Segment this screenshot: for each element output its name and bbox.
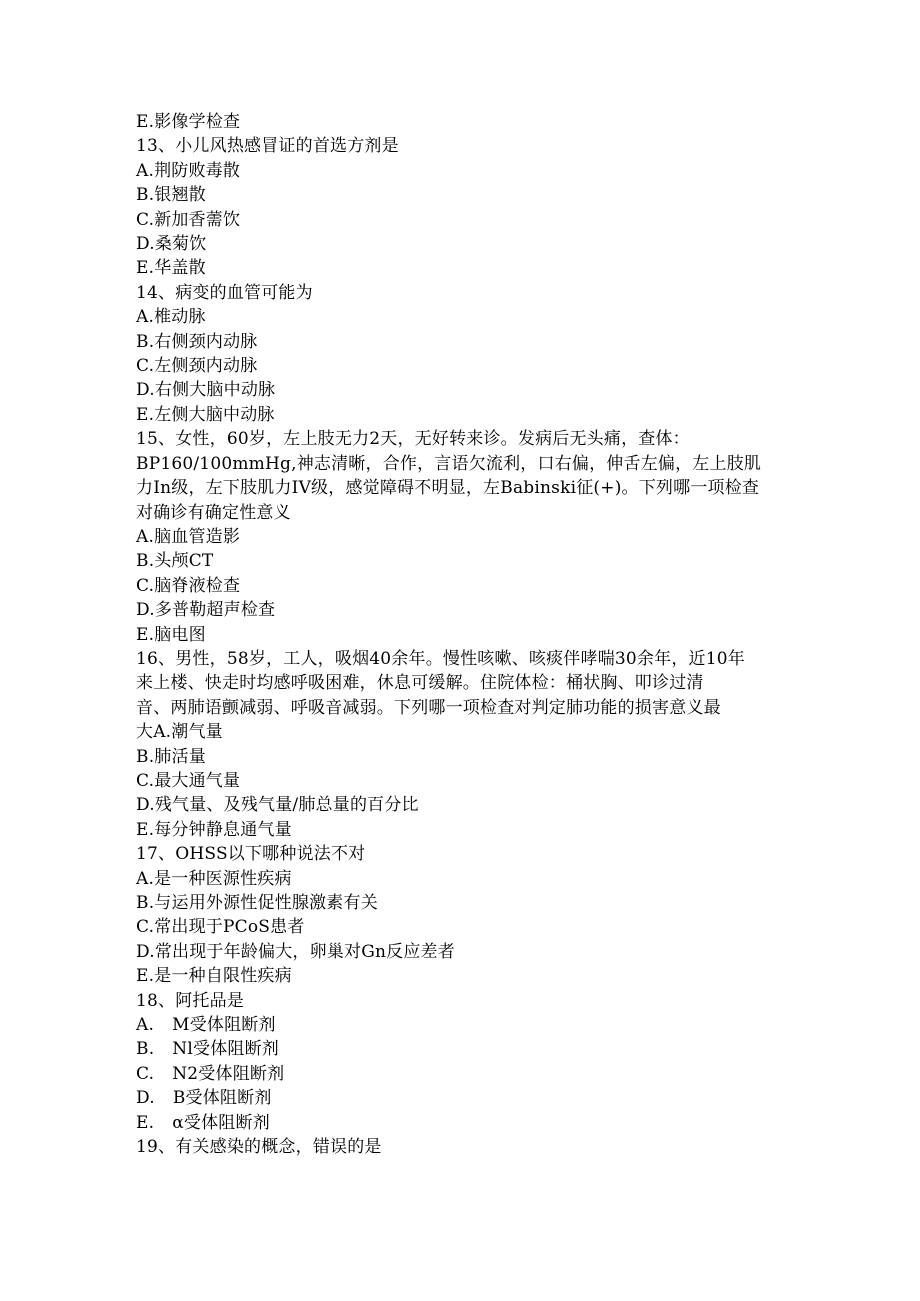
option-line: C.最大通气量 bbox=[136, 770, 241, 791]
option-text: N2受体阻断剂 bbox=[172, 1063, 285, 1084]
option-line: B.右侧颈内动脉 bbox=[136, 331, 258, 352]
option-line: B.头颅CT bbox=[136, 551, 214, 572]
question-18: 18、阿托品是 bbox=[136, 990, 245, 1011]
question-13: 13、小儿风热感冒证的首选方剂是 bbox=[136, 136, 399, 157]
option-line: C.脑脊液检查 bbox=[136, 575, 241, 596]
option-text: Nl受体阻断剂 bbox=[172, 1039, 280, 1060]
option-line bbox=[136, 1062, 796, 1086]
option-text: B受体阻断剂 bbox=[172, 1088, 272, 1109]
option-line: E.左侧大脑中动脉 bbox=[136, 404, 275, 425]
option-line: E.华盖散 bbox=[136, 258, 206, 279]
option-line bbox=[136, 1037, 796, 1061]
question-16-line-2: 来上楼、快走时均感呼吸困难，休息可缓解。住院体检：桶状胸、叩诊过清 bbox=[136, 673, 704, 694]
option-letter: C. bbox=[136, 1063, 155, 1084]
option-line: B.银翘散 bbox=[136, 185, 206, 206]
option-line: B.肺活量 bbox=[136, 746, 206, 767]
option-line: C.新加香薷饮 bbox=[136, 209, 241, 230]
option-letter: B. bbox=[136, 1039, 155, 1060]
option-letter: D. bbox=[136, 1088, 155, 1109]
option-line: D.残气量、及残气量/肺总量的百分比 bbox=[136, 795, 419, 816]
option-line: D.右侧大脑中动脉 bbox=[136, 380, 276, 401]
option-line: E.每分钟静息通气量 bbox=[136, 819, 292, 840]
text-line: E.影像学检查 bbox=[136, 112, 241, 132]
option-line: C.常出现于PCoS患者 bbox=[136, 917, 305, 938]
question-16-line-3: 音、两肺语颤减弱、呼吸音减弱。下列哪一项检查对判定肺功能的损害意义最 bbox=[136, 697, 721, 718]
question-15-line-1: 15、女性，60岁，左上肢无力2天，无好转来诊。发病后无头痛，查体： bbox=[136, 429, 690, 450]
option-letter: E. bbox=[136, 1112, 155, 1133]
option-line: E.是一种自限性疾病 bbox=[136, 966, 292, 987]
option-text: α受体阻断剂 bbox=[172, 1112, 270, 1133]
option-line: A.是一种医源性疾病 bbox=[136, 868, 292, 889]
option-text: M受体阻断剂 bbox=[172, 1015, 276, 1036]
option-line bbox=[136, 1013, 796, 1037]
option-line: A.椎动脉 bbox=[136, 307, 206, 328]
option-line: D.多普勒超声检查 bbox=[136, 600, 276, 621]
question-16-line-1: 16、男性，58岁，工人，吸烟40余年。慢性咳嗽、咳痰伴哮喘30余年，近10年 bbox=[136, 648, 745, 669]
option-line: B.与运用外源性促性腺激素有关 bbox=[136, 893, 378, 913]
question-15-line-2: BP160/100mmHg,神志清晰，合作，言语欠流利，口右偏，伸舌左偏，左上肢肌 bbox=[136, 453, 762, 474]
option-line: C.左侧颈内动脉 bbox=[136, 356, 258, 377]
option-line: A.荆防败毒散 bbox=[136, 160, 241, 181]
question-17: 17、OHSS以下哪种说法不对 bbox=[136, 844, 366, 865]
option-line: D.桑菊饮 bbox=[136, 234, 207, 255]
option-line bbox=[136, 1086, 796, 1110]
question-15-line-3: 力In级，左下肢肌力IV级，感觉障碍不明显，左Babinski征(+)。下列哪一项检查 bbox=[136, 478, 760, 499]
question-14: 14、病变的血管可能为 bbox=[136, 282, 313, 303]
option-line: E.脑电图 bbox=[136, 624, 206, 645]
question-19: 19、有关感染的概念，错误的是 bbox=[136, 1137, 382, 1158]
document-page bbox=[136, 110, 796, 1159]
option-letter: A. bbox=[136, 1015, 155, 1036]
option-line: A.脑血管造影 bbox=[136, 526, 241, 547]
question-15-line-4: 对确诊有确定性意义 bbox=[136, 502, 291, 523]
option-line: D.常出现于年龄偏大，卵巢对Gn反应差者 bbox=[136, 941, 455, 962]
question-16-line-4: 大A.潮气量 bbox=[136, 722, 223, 743]
option-line bbox=[136, 1111, 796, 1135]
